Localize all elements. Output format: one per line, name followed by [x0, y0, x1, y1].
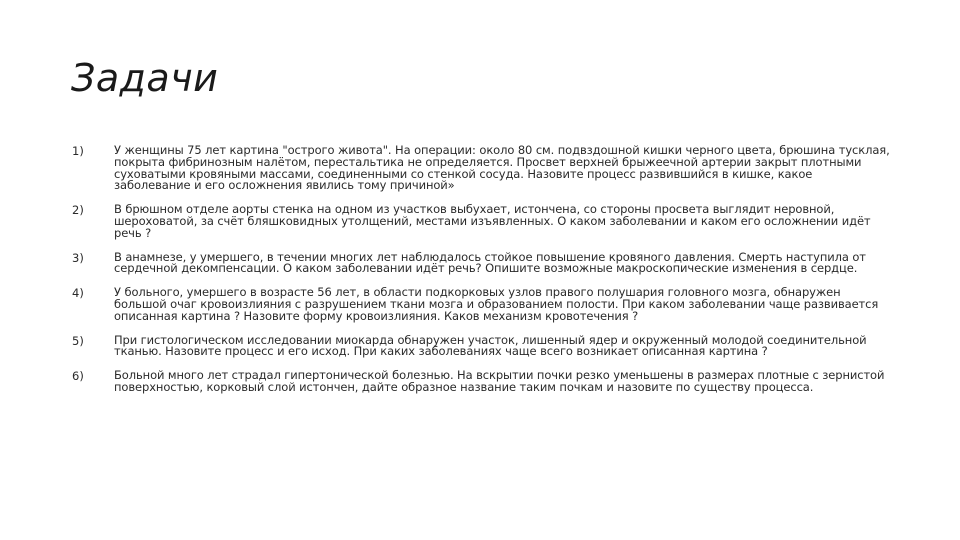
task-item — [72, 332, 892, 359]
task-number: 2) — [72, 203, 84, 218]
task-number: 4) — [72, 286, 84, 301]
task-text: У женщины 75 лет картина "острого живота". На операции: около 80 см. подвздошной кишки черного цвета, брюшина тусклая, покрыта фибринозным налётом, перестальтика не определяется. Просвет верхней брыжеечной артерии закрыт плотными суховатыми кровяными массами, соединенными со стенкой сосуда. Назовите процесс развившийся в кишке, какое заболевание и его осложнения явились тому причиной» — [114, 143, 890, 193]
task-number: 3) — [72, 250, 84, 265]
task-text: В анамнезе, у умершего, в течении многих лет наблюдалось стойкое повышение кровяного давления. Смерть наступила от сердечной декомпенсации. О каком заболевании идёт речь? Опишите возможные макроскопические изменения в сердце. — [114, 249, 866, 276]
task-text: У больного, умершего в возрасте 56 лет, в области подкорковых узлов правого полушария головного мозга, обнаружен большой очаг кровоизлияния с разрушением ткани мозга и образованием полости. При каком заболевании чаще развивается описанная картина ? Назовите форму кровоизлияния. Каков механизм кровотечения ? — [114, 285, 879, 323]
task-item — [72, 249, 892, 276]
task-number: 6) — [72, 369, 84, 384]
task-item — [72, 287, 892, 322]
task-text: В брюшном отделе аорты стенка на одном из участков выбухает, истончена, со стороны просвета выглядит неровной, шероховатой, за счёт бляшковидных утолщений, местами изъявленных. О каком заболевании и каком его осложнении идёт речь ? — [114, 202, 871, 240]
task-item — [72, 145, 892, 192]
task-text: При гистологическом исследовании миокарда обнаружен участок, лишенный ядер и окруженный молодой соединительной тканью. Назовите процесс и его исход. При каких заболеваниях чаще всего возникает описанная картина ? — [114, 332, 867, 359]
task-item — [72, 204, 892, 239]
slide-title: Задачи — [71, 56, 219, 100]
task-item — [72, 370, 892, 394]
task-number: 5) — [72, 333, 84, 348]
task-list — [72, 145, 892, 406]
task-number: 1) — [72, 144, 84, 158]
task-text: Больной много лет страдал гипертонической болезнью. На вскрытии почки резко уменьшены в размерах плотные с зернистой поверхностью, корковый слой истончен, дайте образное название таким почкам и назовите по существу процесса. — [114, 368, 885, 394]
